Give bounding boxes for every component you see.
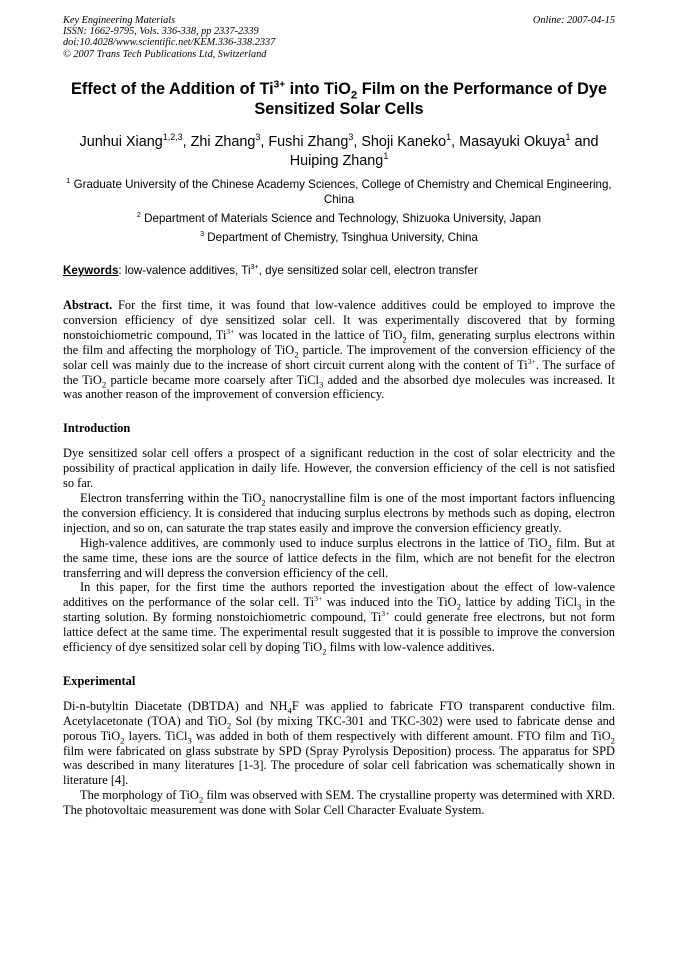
- abstract-superscript: 3+: [527, 356, 536, 366]
- intro-subscript: 2: [261, 497, 266, 508]
- experimental-text: F was applied to fabricate FTO transparent conductive film. Acetylacetonate (TOA) and TiO: [63, 698, 615, 728]
- doi-line[interactable]: doi:10.4028/www.scientific.net/KEM.336-338.2337: [63, 37, 276, 49]
- keywords-superscript: 3+: [250, 262, 259, 272]
- intro-text: films with low-valence additives.: [326, 640, 495, 655]
- intro-subscript: 2: [322, 646, 327, 657]
- affiliation-text: Department of Materials Science and Technology, Shizuoka University, Japan: [144, 212, 542, 225]
- author-name: Masayuki Okuya: [459, 134, 566, 150]
- author-affiliation-mark: 1,2,3: [162, 132, 183, 143]
- intro-text: was induced into the TiO: [322, 595, 457, 610]
- affiliation: [63, 211, 615, 226]
- keywords-label: Keywords: [63, 264, 119, 277]
- abstract-subscript: 2: [402, 334, 407, 345]
- abstract-text: added and the absorbed dye molecules was increased. It was another reason of the improvement of conversion efficiency.: [63, 372, 615, 402]
- abstract-text: particle. The improvement of the conversion efficiency of the solar cell was mainly due to the increase of short circuit current along with the content of Ti: [63, 342, 615, 372]
- abstract-paragraph: [63, 298, 615, 402]
- intro-text: High-valence additives, are commonly used to induce surplus electrons in the lattice of TiO: [80, 535, 548, 550]
- experimental-subscript: 2: [120, 735, 125, 746]
- abstract-text: For the first time, it was found that low-valence additives could be employed to improve the conversion efficiency of dye sensitized solar cell. It was experimentally discovered that by forming nonstoichiometric compound, Ti: [63, 298, 615, 342]
- author-separator: ,: [451, 134, 460, 150]
- author-name: Zhi Zhang: [190, 134, 256, 150]
- journal-name: Key Engineering Materials: [63, 15, 176, 26]
- intro-text: In this paper, for the first time the authors reported the investigation about the effect of low-valence additives on the performance of the solar cell. Ti: [63, 580, 615, 610]
- intro-subscript: 3: [577, 601, 582, 612]
- affiliation: [63, 177, 615, 207]
- author: [361, 134, 459, 150]
- author-affiliation-mark: 3: [348, 132, 354, 143]
- experimental-text: Sol (by mixing TKC-301 and TKC-302) were used to fabricate dense and porous TiO: [63, 713, 615, 743]
- author: [80, 134, 191, 150]
- experimental-subscript: 4: [287, 705, 292, 716]
- experimental-paragraph: [63, 788, 615, 818]
- experimental-text: The morphology of TiO: [80, 788, 199, 803]
- experimental-subscript: 2: [226, 720, 232, 731]
- title-text: Effect of the Addition of Ti: [71, 80, 274, 98]
- experimental-subscript: 3: [187, 735, 192, 746]
- keywords-line: [63, 263, 615, 278]
- intro-superscript: 3+: [381, 609, 390, 619]
- intro-text: could generate free electrons, but not form lattice defect at the same time. The experimental result suggested that it is possible to improve the conversion efficiency of dye sensitized solar cell by doping TiO: [63, 610, 615, 655]
- intro-paragraph: [63, 491, 615, 536]
- paper-title: [63, 79, 615, 119]
- author-name: and Huiping Zhang: [289, 134, 599, 169]
- affiliations: [63, 177, 615, 249]
- experimental-subscript: 2: [610, 735, 615, 746]
- author-name: Fushi Zhang: [268, 134, 349, 150]
- intro-text: nanocrystalline film is one of the most important factors influencing the conversion efficiency. It is considered that inducing surplus electrons by methods such as doping, electron injection, and so on, can saturate the trap states easily and improve the conversion efficiency greatly.: [63, 490, 615, 535]
- introduction-heading: Introduction: [63, 421, 131, 436]
- experimental-text: layers. TiCl: [124, 728, 188, 743]
- experimental-text: Di-n-butyltin Diacetate (DBTDA) and NH: [63, 698, 288, 713]
- abstract-subscript: 2: [294, 349, 299, 360]
- experimental-text: film was observed with SEM. The crystalline property was determined with XRD. The photovoltaic measurement was done with Solar Cell Character Evaluate System.: [63, 788, 615, 818]
- title-text: Film on the Performance of Dye Sensitized Solar Cells: [254, 80, 607, 118]
- copyright-line: © 2007 Trans Tech Publications Ltd, Switzerland: [63, 48, 267, 60]
- author: [459, 134, 574, 150]
- affiliation-text: Graduate University of the Chinese Academy Sciences, College of Chemistry and Chemical Engineering, China: [73, 178, 612, 206]
- online-date: Online: 2007-04-15: [532, 15, 615, 26]
- intro-paragraph: [63, 536, 615, 581]
- intro-superscript: 3+: [314, 594, 323, 604]
- title-superscript: 3+: [273, 79, 286, 91]
- affiliation-number: 1: [66, 176, 71, 186]
- author-name: Shoji Kaneko: [361, 134, 447, 150]
- author-affiliation-mark: 1: [446, 132, 452, 143]
- abstract-superscript: 3+: [226, 326, 235, 336]
- abstract-text: . The surface of the TiO: [63, 357, 615, 387]
- affiliation-text: Department of Chemistry, Tsinghua University, China: [207, 231, 478, 244]
- affiliation: [63, 230, 615, 245]
- experimental-text: film were fabricated on glass substrate by SPD (Spray Pyrolysis Deposition) process. The apparatus for SPD was described in many literatures [1-3]. The procedure of solar cell fabrication was schematically shown in literature [4].: [63, 743, 615, 788]
- intro-paragraph: [63, 580, 615, 655]
- author-separator: ,: [182, 134, 191, 150]
- intro-text: film. But at the same time, these ions are the source of lattice defects in the film, which are not benefit for the electron transferring and will depress the conversion efficiency of the cell.: [63, 535, 615, 580]
- keywords-text: , dye sensitized solar cell, electron transfer: [258, 264, 478, 277]
- experimental-subscript: 2: [198, 794, 204, 805]
- affiliation-number: 3: [200, 229, 205, 239]
- intro-text: in the starting solution. By forming nonstoichiometric compound, Ti: [63, 595, 615, 625]
- intro-subscript: 2: [547, 542, 552, 553]
- keywords-text: : low-valence additives, Ti: [118, 264, 251, 277]
- author-affiliation-mark: 3: [255, 132, 261, 143]
- affiliation-number: 2: [136, 210, 141, 220]
- issn-line: ISSN: 1662-9795, Vols. 336-338, pp 2337-2339: [63, 26, 259, 38]
- abstract-subscript: 2: [101, 379, 107, 389]
- author-affiliation-mark: 1: [565, 132, 571, 143]
- author-affiliation-mark: 1: [383, 151, 389, 162]
- journal-header: [63, 15, 393, 60]
- abstract-label: Abstract.: [63, 298, 113, 312]
- intro-text: Electron transferring within the TiO: [80, 490, 262, 505]
- paper-body: [63, 298, 615, 818]
- author: [191, 134, 269, 150]
- author-list: [63, 133, 615, 171]
- intro-text: lattice by adding TiCl: [460, 595, 578, 610]
- experimental-paragraph: [63, 699, 615, 788]
- intro-subscript: 2: [456, 601, 461, 612]
- title-subscript: 2: [350, 89, 358, 102]
- title-text: into TiO: [285, 80, 351, 98]
- author-separator: ,: [260, 134, 269, 150]
- intro-paragraph: Dye sensitized solar cell offers a prospect of a significant reduction in the cost of solar electricity and the possibility of practical application in daily life. However, the conversion efficiency of the cell is not satisfied so far.: [63, 446, 615, 491]
- abstract-text: was located in the lattice of TiO: [234, 327, 403, 342]
- experimental-text: was added in both of them respectively with different amount. FTO film and TiO: [191, 728, 611, 743]
- author-name: Junhui Xiang: [79, 134, 163, 150]
- experimental-heading: Experimental: [63, 673, 136, 688]
- abstract-subscript: 3: [318, 379, 324, 389]
- author: [268, 134, 361, 150]
- abstract-text: film, generating surplus electrons within the film and affecting the morphology of TiO: [63, 327, 615, 357]
- author-separator: ,: [353, 134, 362, 150]
- abstract-text: particle became more coarsely after TiCl: [106, 372, 319, 387]
